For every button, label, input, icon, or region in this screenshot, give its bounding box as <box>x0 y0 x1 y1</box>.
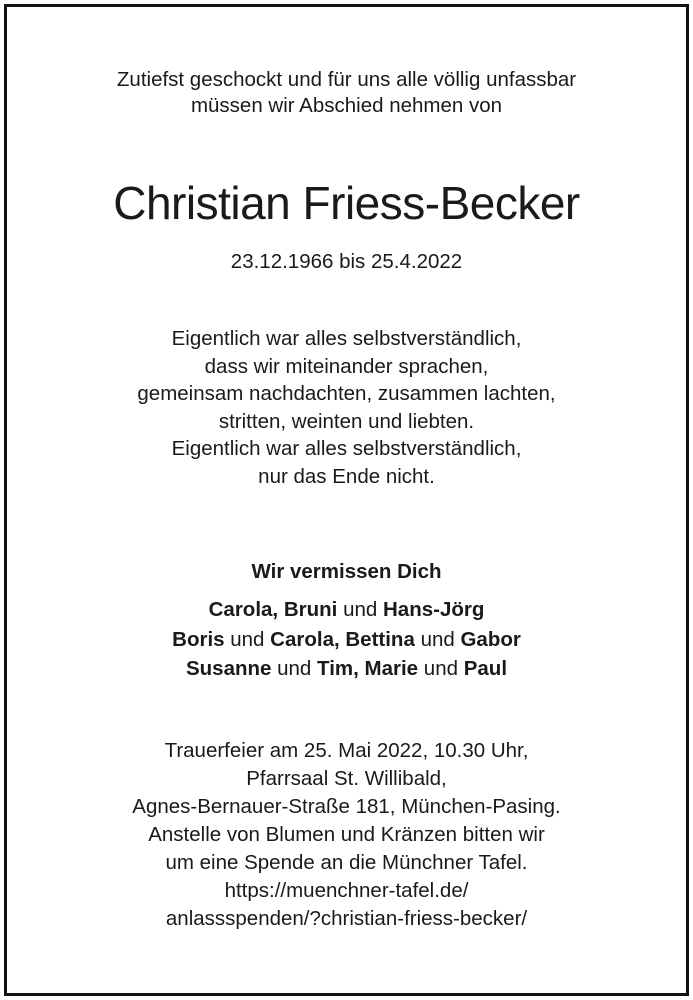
poem-line: nur das Ende nicht. <box>258 464 435 488</box>
family-name: Paul <box>463 657 508 680</box>
family-name: Carola, <box>270 627 340 651</box>
family-name: Boris <box>172 627 225 651</box>
service-line: Anstelle von Blumen und Kränzen bitten wir <box>148 823 545 846</box>
conjunction: und <box>277 657 312 680</box>
poem-line: Eigentlich war alles selbstverständlich, <box>171 437 522 460</box>
life-dates: 23.12.1966 bis 25.4.2022 <box>230 250 463 273</box>
poem-line: Eigentlich war alles selbstverständlich, <box>171 327 522 350</box>
family-name: Bettina <box>345 627 415 651</box>
family-names <box>7 595 686 684</box>
service-line: Pfarrsaal St. Willibald, <box>246 767 447 790</box>
donation-url-line: anlassspenden/?christian-friess-becker/ <box>165 907 528 930</box>
service-line: Agnes-Bernauer-Straße 181, München-Pasing. <box>132 795 561 818</box>
donation-url-line: https://muenchner-tafel.de/ <box>224 879 469 902</box>
deceased-name: Christian Friess-Becker <box>113 177 580 229</box>
family-line <box>7 595 686 625</box>
conjunction: und <box>420 627 455 651</box>
family-name: Susanne <box>185 657 272 680</box>
obituary-frame <box>4 4 689 996</box>
service-line: Trauerfeier am 25. Mai 2022, 10.30 Uhr, <box>164 739 529 762</box>
intro-line: Zutiefst geschockt und für uns alle völlig unfassbar <box>116 68 577 91</box>
service-details <box>7 737 686 933</box>
poem-line: dass wir miteinander sprachen, <box>204 354 489 378</box>
family-name: Gabor <box>460 627 521 651</box>
family-name: Bruni <box>283 598 338 621</box>
intro-line: müssen wir Abschied nehmen von <box>190 94 503 117</box>
service-line: um eine Spende an die Münchner Tafel. <box>165 851 528 874</box>
intro-text <box>7 67 686 119</box>
family-name: Marie <box>364 657 419 680</box>
conjunction: und <box>343 598 378 621</box>
conjunction: und <box>230 627 265 651</box>
family-line <box>7 625 686 655</box>
family-name: Tim, <box>317 657 359 680</box>
conjunction: und <box>423 657 459 680</box>
family-line <box>7 654 686 684</box>
family-name: Carola, <box>208 598 279 621</box>
we-miss-you-heading: Wir vermissen Dich <box>251 560 442 583</box>
family-name: Hans-Jörg <box>382 598 485 621</box>
poem-line: stritten, weinten und liebten. <box>218 409 475 433</box>
poem-line: gemeinsam nachdachten, zusammen lachten, <box>137 382 556 405</box>
poem <box>7 325 686 490</box>
